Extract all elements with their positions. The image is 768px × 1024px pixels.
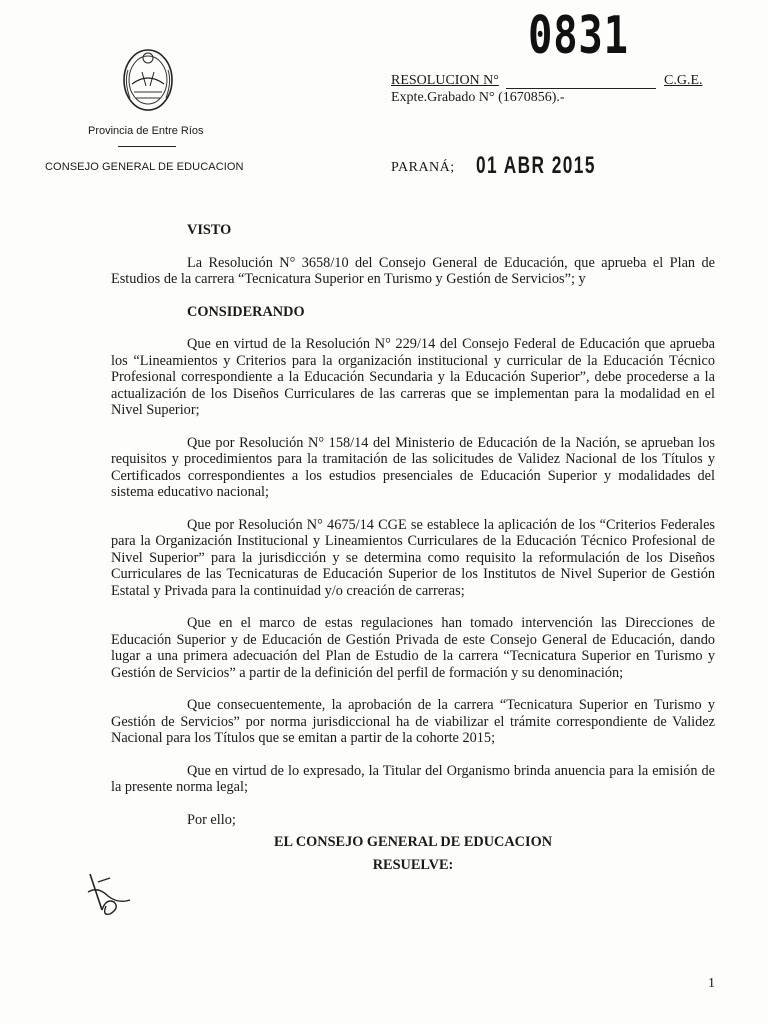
signature-initials-icon bbox=[84, 870, 134, 922]
considerando-paragraph: Que en virtud de la Resolución N° 229/14 del Consejo Federal de Educación que aprueba los “Lineamientos y Criterios para la organización institucional y curricular de la Educación Técnico Profesional correspondiente a la Educación Secundaria y la Educación Superior”, debe procederse a la actualización de los Diseños Curriculares de las carreras que se implementan para la modalidad en el Nivel Superior; bbox=[111, 336, 715, 418]
page-number: 1 bbox=[708, 976, 715, 991]
divider bbox=[118, 146, 176, 147]
resolution-number: 0831 bbox=[528, 6, 629, 66]
considerando-heading: CONSIDERANDO bbox=[187, 303, 305, 320]
considerando-paragraph: Que por Resolución N° 4675/14 CGE se establece la aplicación de los “Criterios Federales para la Organización Institucional y Lineamientos Curriculares de la Educación Técnico Profesional de Nivel Superior” para la jurisdicción y se determina como requisito la reformulación de los Diseños Curriculares de las Tecnicaturas de Educación Superior de los Institutos de Nivel Superior de Gestión Estatal y Privada para la continuidad y/o creación de carreras; bbox=[111, 516, 715, 599]
considerando-paragraph: Que consecuentemente, la aprobación de la carrera “Tecnicatura Superior en Turismo y Gestión de Servicios” por norma jurisdiccional ha de viabilizar el trámite correspondiente de Validez Nacional para los Títulos que se emitan a partir de la cohorte 2015; bbox=[111, 697, 715, 746]
provincial-seal-icon bbox=[120, 42, 176, 114]
visto-text: La Resolución N° 3658/10 del Consejo General de Educación, que aprueba el Plan de Estudios de la carrera “Tecnicatura Superior en Turismo y Gestión de Servicios”; y bbox=[111, 254, 715, 287]
visto-heading: VISTO bbox=[187, 222, 232, 238]
considerando-paragraph: Que en virtud de lo expresado, la Titular del Organismo brinda anuencia para la emisión de la presente norma legal; bbox=[111, 762, 715, 795]
council-name: CONSEJO GENERAL DE EDUCACION bbox=[45, 161, 244, 173]
resolution-underline bbox=[506, 88, 656, 89]
cge-label: C.G.E. bbox=[664, 73, 703, 88]
por-ello: Por ello; bbox=[187, 811, 236, 828]
resolving-body: EL CONSEJO GENERAL DE EDUCACION bbox=[273, 834, 553, 850]
resolution-label: RESOLUCION N° bbox=[391, 73, 499, 88]
place-label: PARANÁ; bbox=[391, 160, 455, 175]
considerando-paragraph: Que por Resolución N° 158/14 del Ministerio de Educación de la Nación, se aprueban los requisitos y procedimientos para la tramitación de las solicitudes de Validez Nacional de los Títulos y Certificados correspondientes a los estudios presenciales de Educación Superior y modalidades del sistema educativo nacional; bbox=[111, 434, 715, 500]
considerando-paragraph: Que en el marco de estas regulaciones han tomado intervención las Direcciones de Educación Superior y de Educación de Gestión Privada de este Consejo General de Educación, dando lugar a una primera adecuación del Plan de Estudio de la carrera “Tecnicatura Superior en Turismo y Gestión de Servicios” a partir de la definición del perfil de formación y su denominación; bbox=[111, 615, 715, 681]
province-name: Provincia de Entre Ríos bbox=[88, 125, 204, 137]
document-body bbox=[111, 222, 715, 873]
expediente-number: Expte.Grabado N° (1670856).- bbox=[391, 90, 565, 105]
date-stamp: 01 ABR 2015 bbox=[476, 152, 596, 179]
resuelve-heading: RESUELVE: bbox=[372, 856, 454, 873]
